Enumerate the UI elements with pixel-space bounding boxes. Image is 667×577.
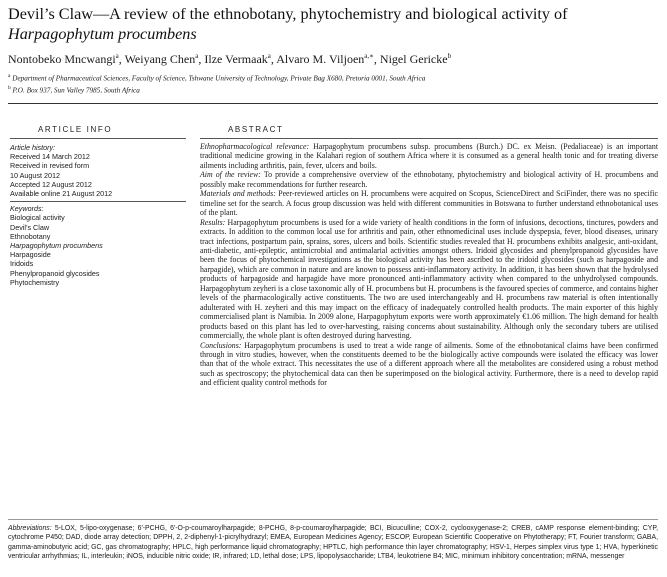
abstract-body xyxy=(200,142,658,388)
author-name: Nigel Gericke xyxy=(379,52,448,66)
history-line: 10 August 2012 xyxy=(10,170,60,180)
paper-title xyxy=(8,4,658,44)
abstract-paragraph: Materials and methods: Peer-reviewed articles on H. procumbens were acquired on Scopus, ScienceDirect and SciFinder, there was no specific timeline set for the search. A focus group discussion was held with different communities in Botswana to further understand ethnobotanical uses of the plant. xyxy=(200,189,658,218)
author-name: Alvaro M. Viljoen xyxy=(276,52,365,66)
keyword: Iridoids xyxy=(10,259,34,269)
keyword: Ethnobotany xyxy=(10,231,51,241)
history-line: Received 14 March 2012 xyxy=(10,152,90,162)
abstract-rule xyxy=(200,138,658,139)
history-line: Received in revised form xyxy=(10,161,90,171)
author-name: Nontobeko Mncwangi xyxy=(8,52,116,66)
affiliation-b: $^b$ P.O. Box 937, Sun Valley 7985, South Africa xyxy=(8,84,140,95)
article-info-heading: ARTICLE INFO xyxy=(38,125,113,134)
history-line: Available online 21 August 2012 xyxy=(10,189,113,199)
title-main: Devil’s Claw—A review of the ethnobotany, phytochemistry and biological activity of xyxy=(8,5,568,23)
history-line: Accepted 12 August 2012 xyxy=(10,179,92,189)
keywords-label: Keywords: xyxy=(10,204,44,214)
info-divider xyxy=(10,201,186,202)
author-affil-mark: b xyxy=(447,52,452,60)
affiliation-a: $^a$ Department of Pharmaceutical Sciences, Faculty of Science, Tshwane University of Technology, Private Bag X680, Pretoria 0001, South Africa xyxy=(8,73,426,83)
author-affil-mark: a xyxy=(195,52,199,60)
abstract-paragraph: Results: Harpagophytum procumbens is used for a wide variety of health conditions in the form of infusions, decoctions, tinctures, powders and extracts. In addition to the common local use for arthritis and pain, other ethnomedicinal uses include dyspepsia, fever, blood diseases, urinary tract infections, postpartum pain, sprains, sores, ulcers and boils. Scientific studies revealed that H. procumbens exhibits analgesic, anti-oxidant, anti-diabetic, anti-epileptic, antimicrobial and antimalarial activities amongst others. Iridoid glycosides and phenylpropanoid glycosides have been the focus of phytochemical investigations as the biological activity has been ascribed to the iridoid glycosides (such as harpagoside and harpagide), which are common in nature and are known to possess anti-inflammatory activity. In addition, it has been shown that the hydrolysed products of harpagoside and harpagide have more pronounced anti-inflammatory activity when compared to the unhydrolysed compounds. Harpagophytum zeyheri is a close taxonomic ally of H. procumbens but H. procumbens is the favoured species of commerce, and contains higher levels of the pharmacologically active constituents. The two are used interchangeably and H. procumbens raw material is often intentionally adulterated with H. zeyheri and this may impact on the efficacy of inadequately controlled health products. The main exporter of this highly commercialised plant is Namibia. In 2009 alone, Harpagophytum exports were worth approximately €1.06 million. The high demand for health products based on this plant has led to over-harvesting, raising concerns about sustainability. Although only the secondary tubers are utilised commercially, the whole plant is often destroyed during harvesting. xyxy=(200,217,658,341)
article-info-rule xyxy=(10,138,186,139)
keyword: Biological activity xyxy=(10,213,65,223)
keyword: Phenylpropanoid glycosides xyxy=(10,268,100,278)
abstract-paragraph: Conclusions: Harpagophytum procumbens is used to treat a wide range of ailments. Some of the ethnobotanical claims have been confirmed through in vitro studies, however, when the constituents deemed to be the biologically active compounds were isolated the efficacy was lower than that of the whole extract. This necessitates the use of a different approach where all the metabolites are considered using a robust method such as spectroscopy; the phytochemical data can then be superimposed on the biological activity. Furthermore, there is a need to develop rapid and efficient quality control methods for xyxy=(200,340,658,388)
keyword: Harpagophytum procumbens xyxy=(10,241,103,251)
abbreviations-footnote xyxy=(8,524,658,562)
keyword: Phytochemistry xyxy=(10,277,60,287)
abstract-paragraph: Aim of the review: To provide a comprehensive overview of the ethnobotany, phytochemistry and biological activity of H. procumbens and possibly make recommendations for further research. xyxy=(200,170,658,189)
author-name: Ilze Vermaak xyxy=(204,52,268,66)
affiliations xyxy=(8,72,658,96)
keyword: Devil’s Claw xyxy=(10,222,50,232)
abstract-paragraph: Ethnopharmacological relevance: Harpagophytum procumbens subsp. procumbens (Burch.) DC. ex Meisn. (Pedaliaceae) is an important traditional medicine growing in the Kalahari region of southern Africa where it is consumed as a general health tonic and for treating diverse ailments including arthritis, pain, fever, ulcers and boils. xyxy=(200,142,658,170)
keyword: Harpagoside xyxy=(10,250,51,260)
title-species: Harpagophytum procumbens xyxy=(8,25,197,43)
author-affil-mark: a,∗ xyxy=(364,52,374,60)
abbreviations-text: 5-LOX, 5-lipo-oxygenase; 6′-PCHG, 6′-O-p-coumaroylharpagide; 8-PCHG, 8-p-coumaroylharpagide; BCI, Bicuculline; COX-2, cyclooxygenase-2; CREB, cAMP response element-binding; CYP, cytochrome P450; DAD, diode array detection; DPPH, 2, 2-diphenyl-1-picrylhydrazyl; EMEA, European Medicines Agency; ESCOP, European Scientific Cooperative on Phytotherapy; FT, Fourier transform; GABA, gamma-aminobutyric acid; GC, gas chromatography; HPLC, high performance liquid chromatography; HPTLC, high performance thin layer chromatography; HSV-1, Herpes simplex virus type 1; HVA, hyperkinetic ventricular arrhythmias; IL, interleukin; iNOS, inducible nitric oxide; IR, infrared; LD, lethal dose; LPS, lipopolysaccharide; LTB4, leukotriene B4; MIC, minimum inhibitory concentration; mRNA, messenger xyxy=(8,525,658,561)
article-info xyxy=(10,143,186,287)
author-affil-mark: a xyxy=(115,52,119,60)
header-divider xyxy=(8,103,658,104)
author-name: Weiyang Chen xyxy=(124,52,196,66)
abstract-heading: ABSTRACT xyxy=(228,125,284,134)
abbreviations-label: Abbreviations: xyxy=(8,525,52,532)
footnote-divider xyxy=(8,519,658,520)
author-affil-mark: a xyxy=(267,52,271,60)
author-list: Nontobeko Mncwangi$^a$, Weiyang Chen$^a$, Ilze Vermaak$^a$, Alvaro M. Viljoen$^{a,∗}$, Nigel Gericke$^b$ xyxy=(8,52,452,66)
history-label: Article history: xyxy=(10,143,56,152)
